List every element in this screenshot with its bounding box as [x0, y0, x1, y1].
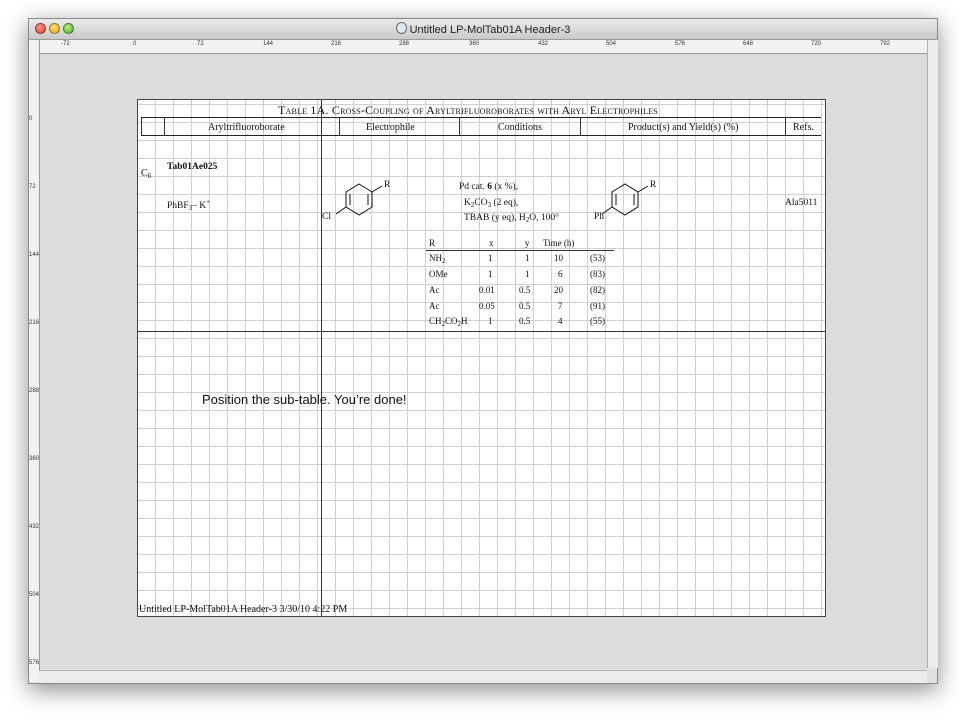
electrophile-cl-bond	[336, 207, 346, 214]
sub-row-x: 1	[488, 269, 493, 279]
electrophile-r-label: R	[384, 180, 391, 190]
sub-row-r-text: CH	[429, 316, 442, 326]
instruction-caption: Position the sub-table. You’re done!	[202, 392, 407, 407]
sub-header-y: y	[525, 238, 530, 248]
sub-row-y: 0.5	[519, 301, 531, 311]
ruler-label: -72	[61, 41, 70, 47]
ruler-label: 792	[880, 41, 891, 47]
sub-row-r-sub: 2	[442, 257, 446, 265]
vertical-scrollbar[interactable]	[927, 40, 938, 668]
sub-row-r-text: NH	[429, 253, 442, 263]
ruler-label: 720	[811, 41, 822, 47]
ruler-label: 144	[263, 41, 274, 47]
ruler-label: 216	[331, 41, 342, 47]
sub-row-r-sub: 2	[441, 320, 446, 328]
sub-header-r: R	[429, 238, 436, 248]
ruler-label: 504	[606, 41, 617, 47]
sub-row-y: 1	[525, 269, 530, 279]
ruler-label: 648	[743, 41, 754, 47]
table-header-rule	[141, 135, 821, 136]
resize-handle[interactable]	[927, 670, 937, 682]
ruler-label: 432	[29, 524, 40, 530]
sub-row-r: Ac	[429, 301, 440, 311]
ruler-label: 576	[675, 41, 686, 47]
sub-row-r: Ac	[429, 285, 440, 295]
cond-text: (x %),	[491, 182, 519, 192]
reagent-formula	[167, 198, 210, 212]
table-title-text: Cross-Coupling of Aryltrifluoroborates with Aryl Electrophiles	[331, 103, 658, 117]
sub-header-time: Time (h)	[543, 238, 575, 248]
conditions-line-2	[464, 198, 518, 209]
cond-sub: 2	[525, 216, 530, 224]
ruler-label: 72	[29, 184, 36, 190]
ruler-label: 360	[469, 41, 480, 47]
sub-header-x: x	[489, 238, 494, 248]
horizontal-guide[interactable]	[138, 331, 825, 332]
sub-row-r	[429, 316, 468, 328]
product-ph-label: Ph	[594, 212, 605, 222]
sub-row-x: 1	[488, 253, 493, 263]
header-aryltrifluoroborate: Aryltrifluoroborate	[208, 122, 285, 133]
ruler-label: 504	[29, 592, 40, 598]
table-title	[278, 103, 658, 118]
entry-id[interactable]: Tab01Ae025	[167, 162, 218, 172]
header-separator	[459, 118, 460, 135]
sub-row-y: 0.5	[519, 285, 531, 295]
horizontal-scrollbar[interactable]	[39, 670, 927, 683]
cond-text: TBAB (y eq), H	[464, 213, 526, 223]
cond-text: K	[464, 198, 471, 208]
product-r-bond	[638, 186, 648, 192]
reference: Ala5011	[785, 198, 818, 208]
ruler-label: 288	[399, 41, 410, 47]
sub-table-header-rule	[426, 250, 614, 251]
ruler-label: 0	[133, 41, 137, 47]
page[interactable]	[137, 99, 826, 617]
ruler-label: 0	[29, 116, 33, 122]
cond-text: CO	[474, 198, 488, 208]
sub-row-x: 0.01	[479, 285, 495, 295]
header-separator	[785, 118, 786, 135]
header-separator	[339, 118, 340, 135]
ruler-label: 72	[197, 41, 204, 47]
carbon-count-sub: 6	[147, 172, 152, 180]
sub-row-x: 1	[488, 316, 493, 326]
sub-row-time: 7	[558, 301, 563, 311]
cond-text: O, 100°	[529, 213, 559, 223]
reagent-text-2: – K	[192, 201, 207, 212]
cond-sub: 3	[487, 201, 492, 209]
cond-sub: 2	[470, 201, 475, 209]
sub-row-y: 0.5	[519, 316, 531, 326]
conditions-line-1	[459, 182, 518, 192]
document-canvas[interactable]	[40, 54, 927, 669]
ruler-label: 360	[29, 456, 40, 462]
ruler-label: 144	[29, 252, 40, 258]
sub-row-y: 1	[525, 253, 530, 263]
electrophile-r-bond	[372, 186, 382, 192]
sub-row-time: 4	[558, 316, 563, 326]
carbon-count	[141, 168, 151, 180]
cond-text: Pd cat.	[459, 182, 488, 192]
horizontal-ruler[interactable]	[39, 40, 927, 54]
cond-text: (2 eq),	[491, 198, 519, 208]
reagent-text: PhBF	[167, 201, 189, 212]
header-products-yields: Product(s) and Yield(s) (%)	[628, 122, 739, 133]
sub-row-yield: (55)	[590, 316, 605, 326]
title-bar[interactable]	[29, 19, 937, 40]
document-window	[28, 18, 938, 684]
window-title	[29, 22, 937, 36]
sub-row-yield: (53)	[590, 253, 605, 263]
sub-row-r	[429, 253, 446, 265]
product-r-label: R	[650, 180, 657, 190]
sub-row-time: 6	[558, 269, 563, 279]
table-title-prefix: Table 1A.	[278, 103, 329, 117]
reagent-sub: 3	[188, 204, 193, 213]
sub-row-yield: (83)	[590, 269, 605, 279]
sub-row-r-text: H	[461, 316, 468, 326]
header-separator	[141, 118, 142, 135]
header-separator	[580, 118, 581, 135]
sub-row-time: 20	[554, 285, 563, 295]
conditions-line-3	[464, 213, 559, 224]
sub-row-yield: (91)	[590, 301, 605, 311]
carbon-count-text: C	[141, 168, 148, 179]
electrophile-cl-label: Cl	[322, 212, 331, 222]
document-icon	[396, 22, 407, 34]
sub-row-yield: (82)	[590, 285, 605, 295]
cond-catalyst: 6	[487, 182, 492, 192]
sub-row-r: OMe	[429, 269, 448, 279]
ruler-label: 216	[29, 320, 40, 326]
sub-row-r-text: CO	[445, 316, 458, 326]
header-separator	[164, 118, 165, 135]
header-refs: Refs.	[793, 122, 814, 133]
table-top-rule	[141, 117, 821, 118]
ruler-label: 576	[29, 660, 40, 666]
header-conditions: Conditions	[498, 122, 542, 133]
window-title-text: Untitled LP-MolTab01A Header-3	[409, 24, 571, 36]
sub-row-r-sub: 2	[457, 320, 462, 328]
page-footer: Untitled LP-MolTab01A Header-3 3/30/10 4:22 PM	[139, 604, 348, 615]
vertical-ruler[interactable]	[29, 40, 40, 682]
ruler-label: 432	[538, 41, 549, 47]
reagent-sup: +	[206, 198, 211, 206]
ruler-label: 288	[29, 388, 40, 394]
sub-row-x: 0.05	[479, 301, 495, 311]
header-electrophile: Electrophile	[366, 122, 415, 133]
sub-row-time: 10	[554, 253, 563, 263]
